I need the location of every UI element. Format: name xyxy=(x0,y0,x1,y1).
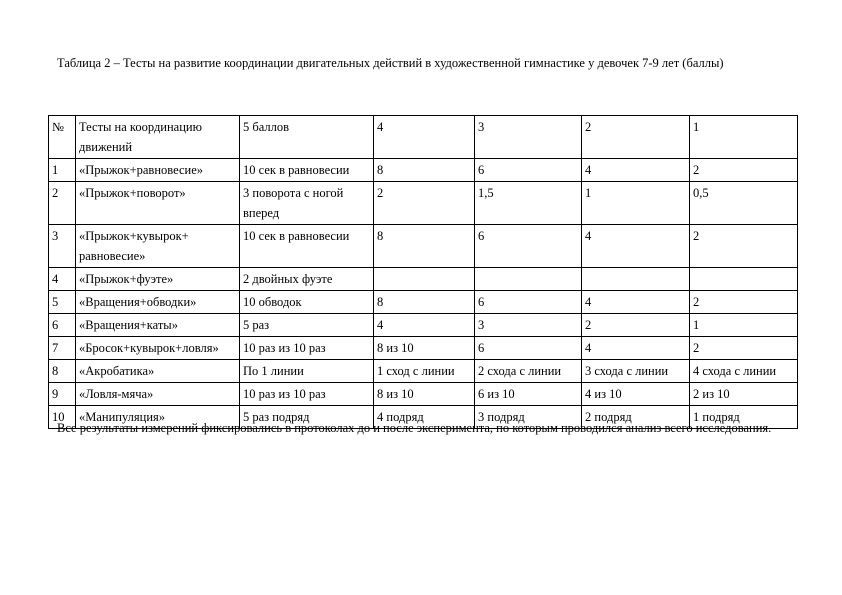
cell-score-4: 4 xyxy=(374,314,475,337)
cell-score-1: 2 xyxy=(690,159,798,182)
cell-score-2: 4 xyxy=(582,225,690,268)
cell-score-5: 10 сек в равновесии xyxy=(240,225,374,268)
cell-number: 1 xyxy=(49,159,76,182)
cell-score-3: 3 xyxy=(475,314,582,337)
table-row xyxy=(49,291,798,314)
table-row xyxy=(49,383,798,406)
cell-number: 5 xyxy=(49,291,76,314)
cell-score-2: 1 xyxy=(582,182,690,225)
cell-score-1: 2 xyxy=(690,291,798,314)
cell-test: «Вращения+обводки» xyxy=(76,291,240,314)
footer-paragraph: Все результаты измерений фиксировались в протоколах до и после эксперимента, по которым проводился анализ всего исследования. xyxy=(57,421,772,435)
cell-score-4: 8 xyxy=(374,159,475,182)
cell-score-1: 1 подряд xyxy=(690,406,798,429)
table-row xyxy=(49,225,798,268)
cell-test: «Прыжок+поворот» xyxy=(76,182,240,225)
table-row xyxy=(49,182,798,225)
header-cell-score-2: 2 xyxy=(582,116,690,159)
header-cell-test: Тесты на координацию движений xyxy=(76,116,240,159)
cell-score-1 xyxy=(690,268,798,291)
cell-score-3: 3 подряд xyxy=(475,406,582,429)
cell-score-4: 2 xyxy=(374,182,475,225)
cell-number: 10 xyxy=(49,406,76,429)
cell-score-5: 5 раз xyxy=(240,314,374,337)
cell-score-3: 6 xyxy=(475,225,582,268)
cell-test: «Акробатика» xyxy=(76,360,240,383)
header-cell-score-1: 1 xyxy=(690,116,798,159)
table-row xyxy=(49,360,798,383)
cell-number: 6 xyxy=(49,314,76,337)
cell-score-3: 1,5 xyxy=(475,182,582,225)
cell-score-5: 10 раз из 10 раз xyxy=(240,337,374,360)
cell-score-3: 2 схода с линии xyxy=(475,360,582,383)
cell-test: «Прыжок+кувырок+ равновесие» xyxy=(76,225,240,268)
cell-score-2: 2 подряд xyxy=(582,406,690,429)
header-cell-number: № xyxy=(49,116,76,159)
table-row xyxy=(49,337,798,360)
table-caption: Таблица 2 – Тесты на развитие координации двигательных действий в художественной гимнастике у девочек 7-9 лет (баллы) xyxy=(57,56,724,70)
cell-score-3: 6 xyxy=(475,159,582,182)
cell-score-3: 6 xyxy=(475,291,582,314)
cell-test: «Вращения+каты» xyxy=(76,314,240,337)
cell-score-1: 2 xyxy=(690,337,798,360)
cell-score-5: 2 двойных фуэте xyxy=(240,268,374,291)
table-row xyxy=(49,314,798,337)
cell-score-5: 10 обводок xyxy=(240,291,374,314)
cell-score-4 xyxy=(374,268,475,291)
cell-score-2: 4 xyxy=(582,291,690,314)
cell-number: 3 xyxy=(49,225,76,268)
cell-score-2: 4 из 10 xyxy=(582,383,690,406)
cell-score-4: 1 сход с линии xyxy=(374,360,475,383)
cell-score-3: 6 из 10 xyxy=(475,383,582,406)
cell-test: «Манипуляция» xyxy=(76,406,240,429)
cell-score-3 xyxy=(475,268,582,291)
tests-table xyxy=(48,115,798,429)
cell-score-5: 5 раз подряд xyxy=(240,406,374,429)
header-cell-score-4: 4 xyxy=(374,116,475,159)
cell-score-1: 2 xyxy=(690,225,798,268)
cell-test: «Ловля-мяча» xyxy=(76,383,240,406)
cell-score-2: 4 xyxy=(582,337,690,360)
header-cell-score-3: 3 xyxy=(475,116,582,159)
cell-score-5: 10 раз из 10 раз xyxy=(240,383,374,406)
table-row xyxy=(49,268,798,291)
cell-test: «Прыжок+равновесие» xyxy=(76,159,240,182)
cell-score-2: 4 xyxy=(582,159,690,182)
cell-score-2: 2 xyxy=(582,314,690,337)
cell-test: «Прыжок+фуэте» xyxy=(76,268,240,291)
cell-score-1: 4 схода с линии xyxy=(690,360,798,383)
table-row xyxy=(49,159,798,182)
cell-score-4: 8 из 10 xyxy=(374,383,475,406)
table-header-row xyxy=(49,116,798,159)
cell-number: 9 xyxy=(49,383,76,406)
cell-number: 4 xyxy=(49,268,76,291)
cell-number: 7 xyxy=(49,337,76,360)
cell-score-1: 1 xyxy=(690,314,798,337)
cell-test: «Бросок+кувырок+ловля» xyxy=(76,337,240,360)
cell-score-3: 6 xyxy=(475,337,582,360)
cell-number: 8 xyxy=(49,360,76,383)
cell-score-5: 10 сек в равновесии xyxy=(240,159,374,182)
cell-score-2: 3 схода с линии xyxy=(582,360,690,383)
cell-score-1: 2 из 10 xyxy=(690,383,798,406)
cell-score-4: 8 xyxy=(374,225,475,268)
cell-score-2 xyxy=(582,268,690,291)
cell-score-4: 8 xyxy=(374,291,475,314)
header-cell-score-5: 5 баллов xyxy=(240,116,374,159)
cell-score-4: 4 подряд xyxy=(374,406,475,429)
cell-score-4: 8 из 10 xyxy=(374,337,475,360)
cell-score-5: По 1 линии xyxy=(240,360,374,383)
cell-score-5: 3 поворота с ногой вперед xyxy=(240,182,374,225)
cell-score-1: 0,5 xyxy=(690,182,798,225)
cell-number: 2 xyxy=(49,182,76,225)
